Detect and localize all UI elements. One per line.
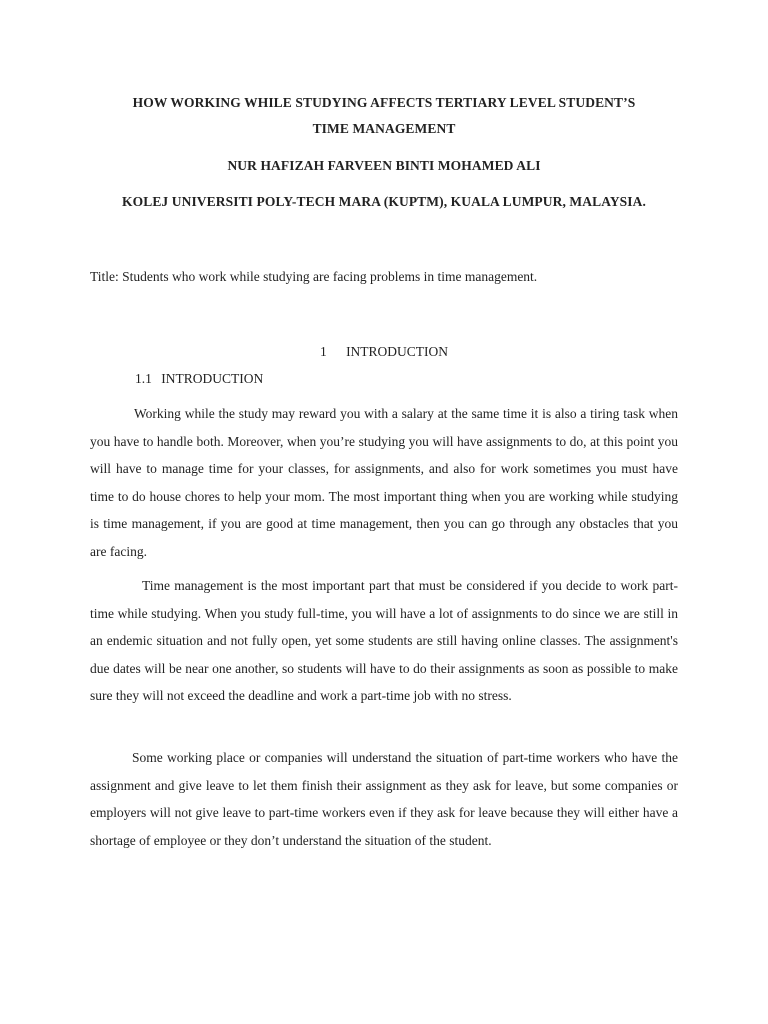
subsection-heading <box>135 370 263 388</box>
title-statement: Title: Students who work while studying are facing problems in time management. <box>90 269 538 284</box>
document-heading-line2: TIME MANAGEMENT <box>312 121 456 136</box>
paragraph: Some working place or companies will understand the situation of part-time workers who have the assignment and give leave to let them finish their assignment as they ask for leave, but some companies or employers will not give leave to part-time workers even if they ask for leave because they will either have a shortage of employee or they don’t understand the situation of the student. <box>90 750 678 848</box>
section-number: 1 <box>319 344 327 359</box>
subsection-label: INTRODUCTION <box>161 371 264 386</box>
author-name: NUR HAFIZAH FARVEEN BINTI MOHAMED ALI <box>227 158 541 173</box>
institution-name: KOLEJ UNIVERSITI POLY-TECH MARA (KUPTM), KUALA LUMPUR, MALAYSIA. <box>122 194 646 209</box>
document-page <box>90 0 678 1024</box>
section-heading <box>90 343 678 361</box>
paragraph: Working while the study may reward you with a salary at the same time it is also a tiring task when you have to handle both. Moreover, when you’re studying you will have assignments to do, at this point you will have to manage time for your classes, for assignments, and also for work sometimes you must have time to do house chores to help your mom. The most important thing when you are working while studying is time management, if you are good at time management, then you can go through any obstacles that you are facing. <box>90 406 678 559</box>
section-label: INTRODUCTION <box>346 344 449 359</box>
document-heading-line1: HOW WORKING WHILE STUDYING AFFECTS TERTIARY LEVEL STUDENT’S <box>132 95 636 110</box>
paragraph: Time management is the most important part that must be considered if you decide to work part-time while studying. When you study full-time, you will have a lot of assignments to do since we are still in an endemic situation and not fully open, yet some students are still having online classes. The assignment's due dates will be near one another, so students will have to do their assignments as soon as possible to make sure they will not exceed the deadline and work a part-time job with no stress. <box>90 578 678 703</box>
subsection-number: 1.1 <box>135 371 152 386</box>
